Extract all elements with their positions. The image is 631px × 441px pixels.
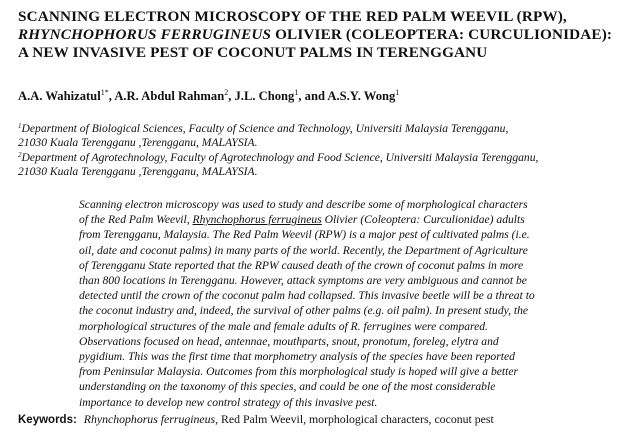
abstract-line: than 800 locations in Terengganu. However, attack symptoms are very ambiguous and cannot be	[79, 274, 527, 288]
author-list	[18, 88, 399, 104]
abstract-line: understanding on the taxonomy of this species, and could be one of the most considerable	[79, 380, 496, 394]
author-name: A.R. Abdul Rahman	[114, 89, 225, 103]
paper-title	[18, 8, 628, 62]
abstract-line: oil, date and coconut palms) in many parts of the world. Recently, the Department of Agriculture	[79, 243, 528, 257]
abstract-line: from Peninsular Malaysia. Outcomes from this morphological study is hoped will give a better	[79, 365, 519, 379]
abstract-line: Scanning electron microscopy was used to study and describe some of morphological characters	[79, 198, 528, 211]
abstract-line: from Terengganu, Malaysia. The Red Palm Weevil (RPW) is a major pest of cultivated palms (i.e.	[79, 228, 530, 242]
keywords	[18, 412, 494, 427]
affiliation-text: Department of Biological Sciences, Faculty of Science and Technology, Universiti Malaysia Terengganu,	[21, 122, 509, 135]
title-line-3: A NEW INVASIVE PEST OF COCONUT PALMS IN TERENGGANU	[18, 44, 488, 61]
abstract-line	[79, 212, 631, 227]
affiliation-mark: 1	[18, 122, 22, 130]
affiliations	[18, 120, 628, 178]
author-affiliation-mark: 1	[294, 88, 299, 97]
author-separator: ,	[228, 89, 235, 103]
author-affiliation-mark: 2	[224, 88, 229, 97]
affiliation-text: Department of Agrotechnology, Faculty of Agrotechnology and Food Science, Universiti Malaysia Terengganu,	[21, 151, 539, 165]
author-name: A.A. Wahizatul	[18, 89, 101, 103]
abstract-line: of Terengganu State reported that the RPW caused death of the crown of coconut palms in more	[79, 258, 524, 272]
author-name: A.S.Y. Wong	[327, 89, 396, 103]
title-line-2-rest: OLIVIER (COLEOPTERA: CURCULIONIDAE):	[271, 26, 613, 43]
abstract-line: importance to develop new control strategy of this invasive pest.	[79, 395, 378, 409]
affiliation-2-line-2: 21030 Kuala Terengganu ,Terengganu, MALAYSIA.	[18, 164, 258, 178]
abstract-line: detected until the crown of the coconut palm had collapsed. This invasive beetle will be a threat to	[79, 289, 535, 303]
abstract-line: pygidium. This was the first time that morphometry analysis of the species have been reported	[79, 350, 515, 364]
affiliation-2-line-1	[18, 149, 628, 165]
author-separator: , and	[298, 89, 328, 103]
abstract-line: the coconut industry and, indeed, the survival of other palms (e.g. oil palm). In present study, the	[79, 304, 529, 318]
abstract	[79, 197, 631, 410]
affiliation-mark: 2	[18, 151, 22, 160]
title-species-name: RHYNCHOPHORUS FERRUGINEUS	[18, 26, 272, 43]
keywords-species: Rhynchophorus ferrugineus	[83, 412, 216, 426]
abstract-species-name: Rhynchophorus ferrugineus	[192, 213, 322, 227]
author-affiliation-mark: 1*	[100, 88, 109, 97]
abstract-text: of the Red Palm Weevil,	[79, 213, 193, 227]
abstract-line: morphological structures of the male and female adults of R. ferrugines were compared.	[79, 319, 488, 333]
affiliation-1-line-1	[18, 120, 628, 136]
keywords-list: , Red Palm Weevil, morphological characters, coconut pest	[215, 412, 494, 426]
author-affiliation-mark: 1	[395, 88, 400, 97]
keywords-label: Keywords:	[18, 414, 77, 426]
title-line-1: SCANNING ELECTRON MICROSCOPY OF THE RED PALM WEEVIL (RPW),	[18, 8, 567, 25]
title-line-2	[18, 26, 628, 44]
author-separator: ,	[108, 89, 115, 103]
affiliation-1-line-2: 21030 Kuala Terengganu ,Terengganu, MALAYSIA.	[18, 135, 258, 149]
abstract-text: Olivier (Coleoptera: Curculionidae) adults	[321, 213, 525, 227]
author-name: J.L. Chong	[234, 89, 295, 103]
abstract-line: Observations focused on head, antennae, mouthparts, snout, pronotum, foreleg, elytra and	[79, 334, 499, 348]
